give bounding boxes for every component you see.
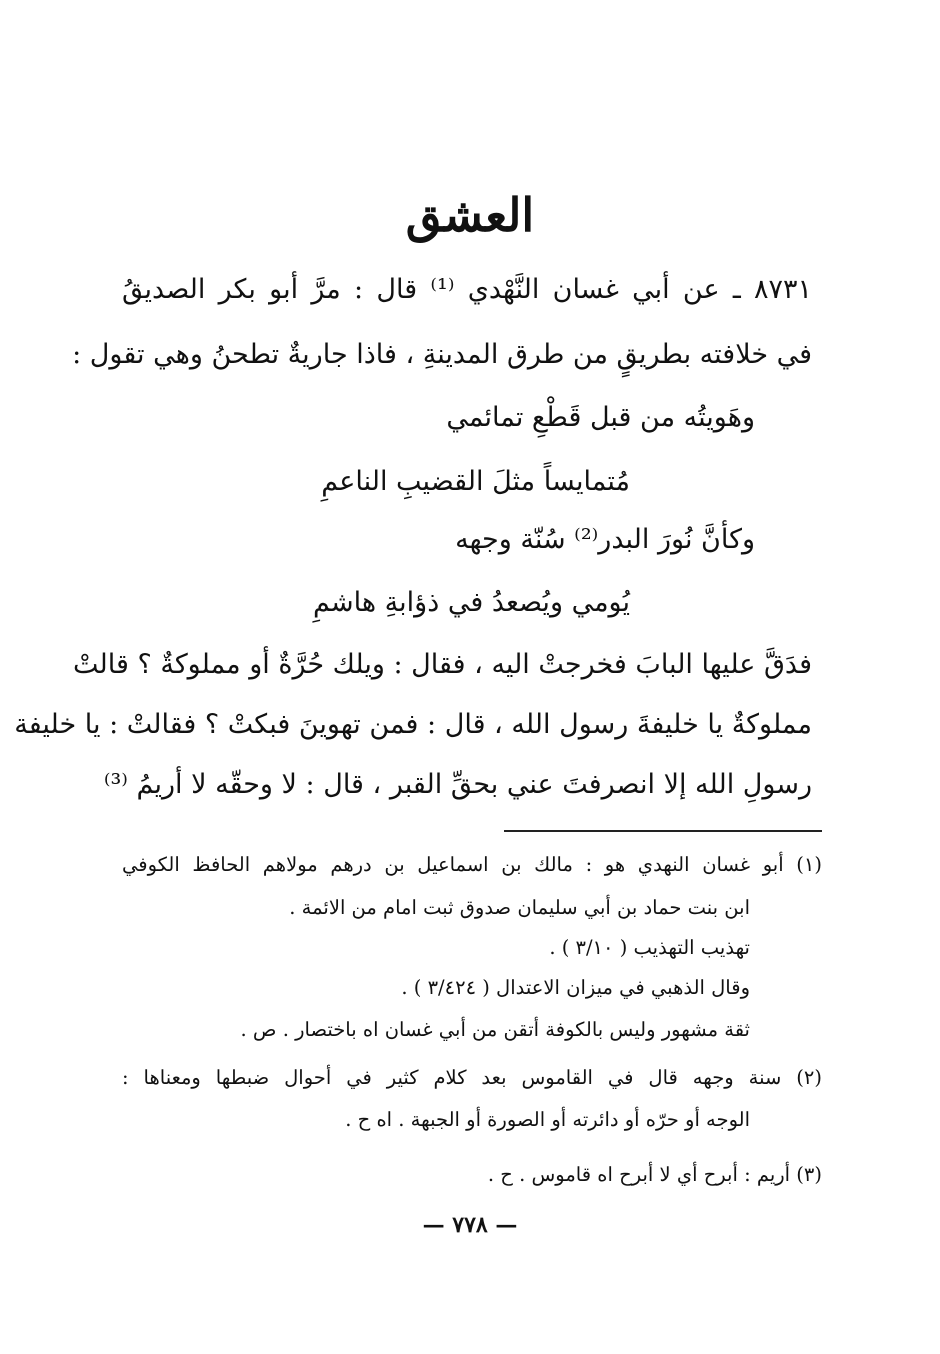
footnote-1-line-5: ثقة مشهور وليس بالكوفة أتقن من أبي غسان اه باختصار . ص . — [240, 1018, 750, 1041]
footnote-1-line-3: تهذيب التهذيب ( ٣/١٠ ) . — [549, 936, 750, 959]
footnote-2-line-2: الوجه أو حرّه أو دائرته أو الصورة أو الجبهة . اه ح . — [345, 1108, 750, 1131]
footnote-3: (٣) أريم : أبرح أي لا أبرح اه قاموس . ح . — [487, 1163, 822, 1186]
footnote-1-line-1: (١) أبو غسان النهدي هو : مالك بن اسماعيل بن درهم مولاهم الحافظ الكوفي — [122, 853, 822, 876]
footnote-1-line-2: ابن بنت حماد بن أبي سليمان صدوق ثبت امام من الائمة . — [289, 896, 750, 919]
chapter-title: العشق — [405, 188, 535, 242]
footnote-1-line-4: وقال الذهبي في ميزان الاعتدال ( ٣/٤٢٤ ) . — [401, 976, 750, 999]
footnote-2-line-1: (٢) سنة وجهه قال في القاموس بعد كلام كثير في أحوال ضبطها ومعناها : — [122, 1066, 822, 1089]
verse-line-1: وهَويتُه من قبل قَطْعِ تمائمي — [446, 402, 755, 433]
body-line-2: في خلافته بطريقٍ من طرق المدينةِ ، فاذا جاريةٌ تطحنُ وهي تقول : — [72, 339, 812, 370]
body-line-1: ٨٧٣١ ـ عن أبي غسان النَّهْدي ⁽¹⁾ قال : مرَّ أبو بكر الصديقُ — [122, 274, 813, 305]
body-line-5: رسولِ الله إلا انصرفتَ عني بحقِّ القبر ، قال : لا وحقّه لا أريمُ ⁽³⁾ — [103, 769, 812, 800]
body-line-4: مملوكةٌ يا خليفةَ رسول الله ، قال : فمن تهوينَ فبكتْ ؟ فقالتْ : يا خليفة — [14, 709, 812, 740]
verse-line-3: وكأنَّ نُورَ البدر⁽²⁾ سُنّة وجهه — [455, 524, 755, 555]
verse-line-4: يُومي ويُصعدُ في ذؤابةِ هاشمِ — [313, 587, 630, 618]
body-line-3: فدَقَّ عليها البابَ فخرجتْ اليه ، فقال : ويلك حُرَّةٌ أو مملوكةٌ ؟ قالتْ — [72, 649, 812, 680]
footnote-divider — [504, 830, 822, 832]
verse-line-2: مُتمايساً مثلَ القضيبِ الناعمِ — [321, 466, 630, 497]
page-number: — ٧٧٨ — — [422, 1212, 518, 1238]
